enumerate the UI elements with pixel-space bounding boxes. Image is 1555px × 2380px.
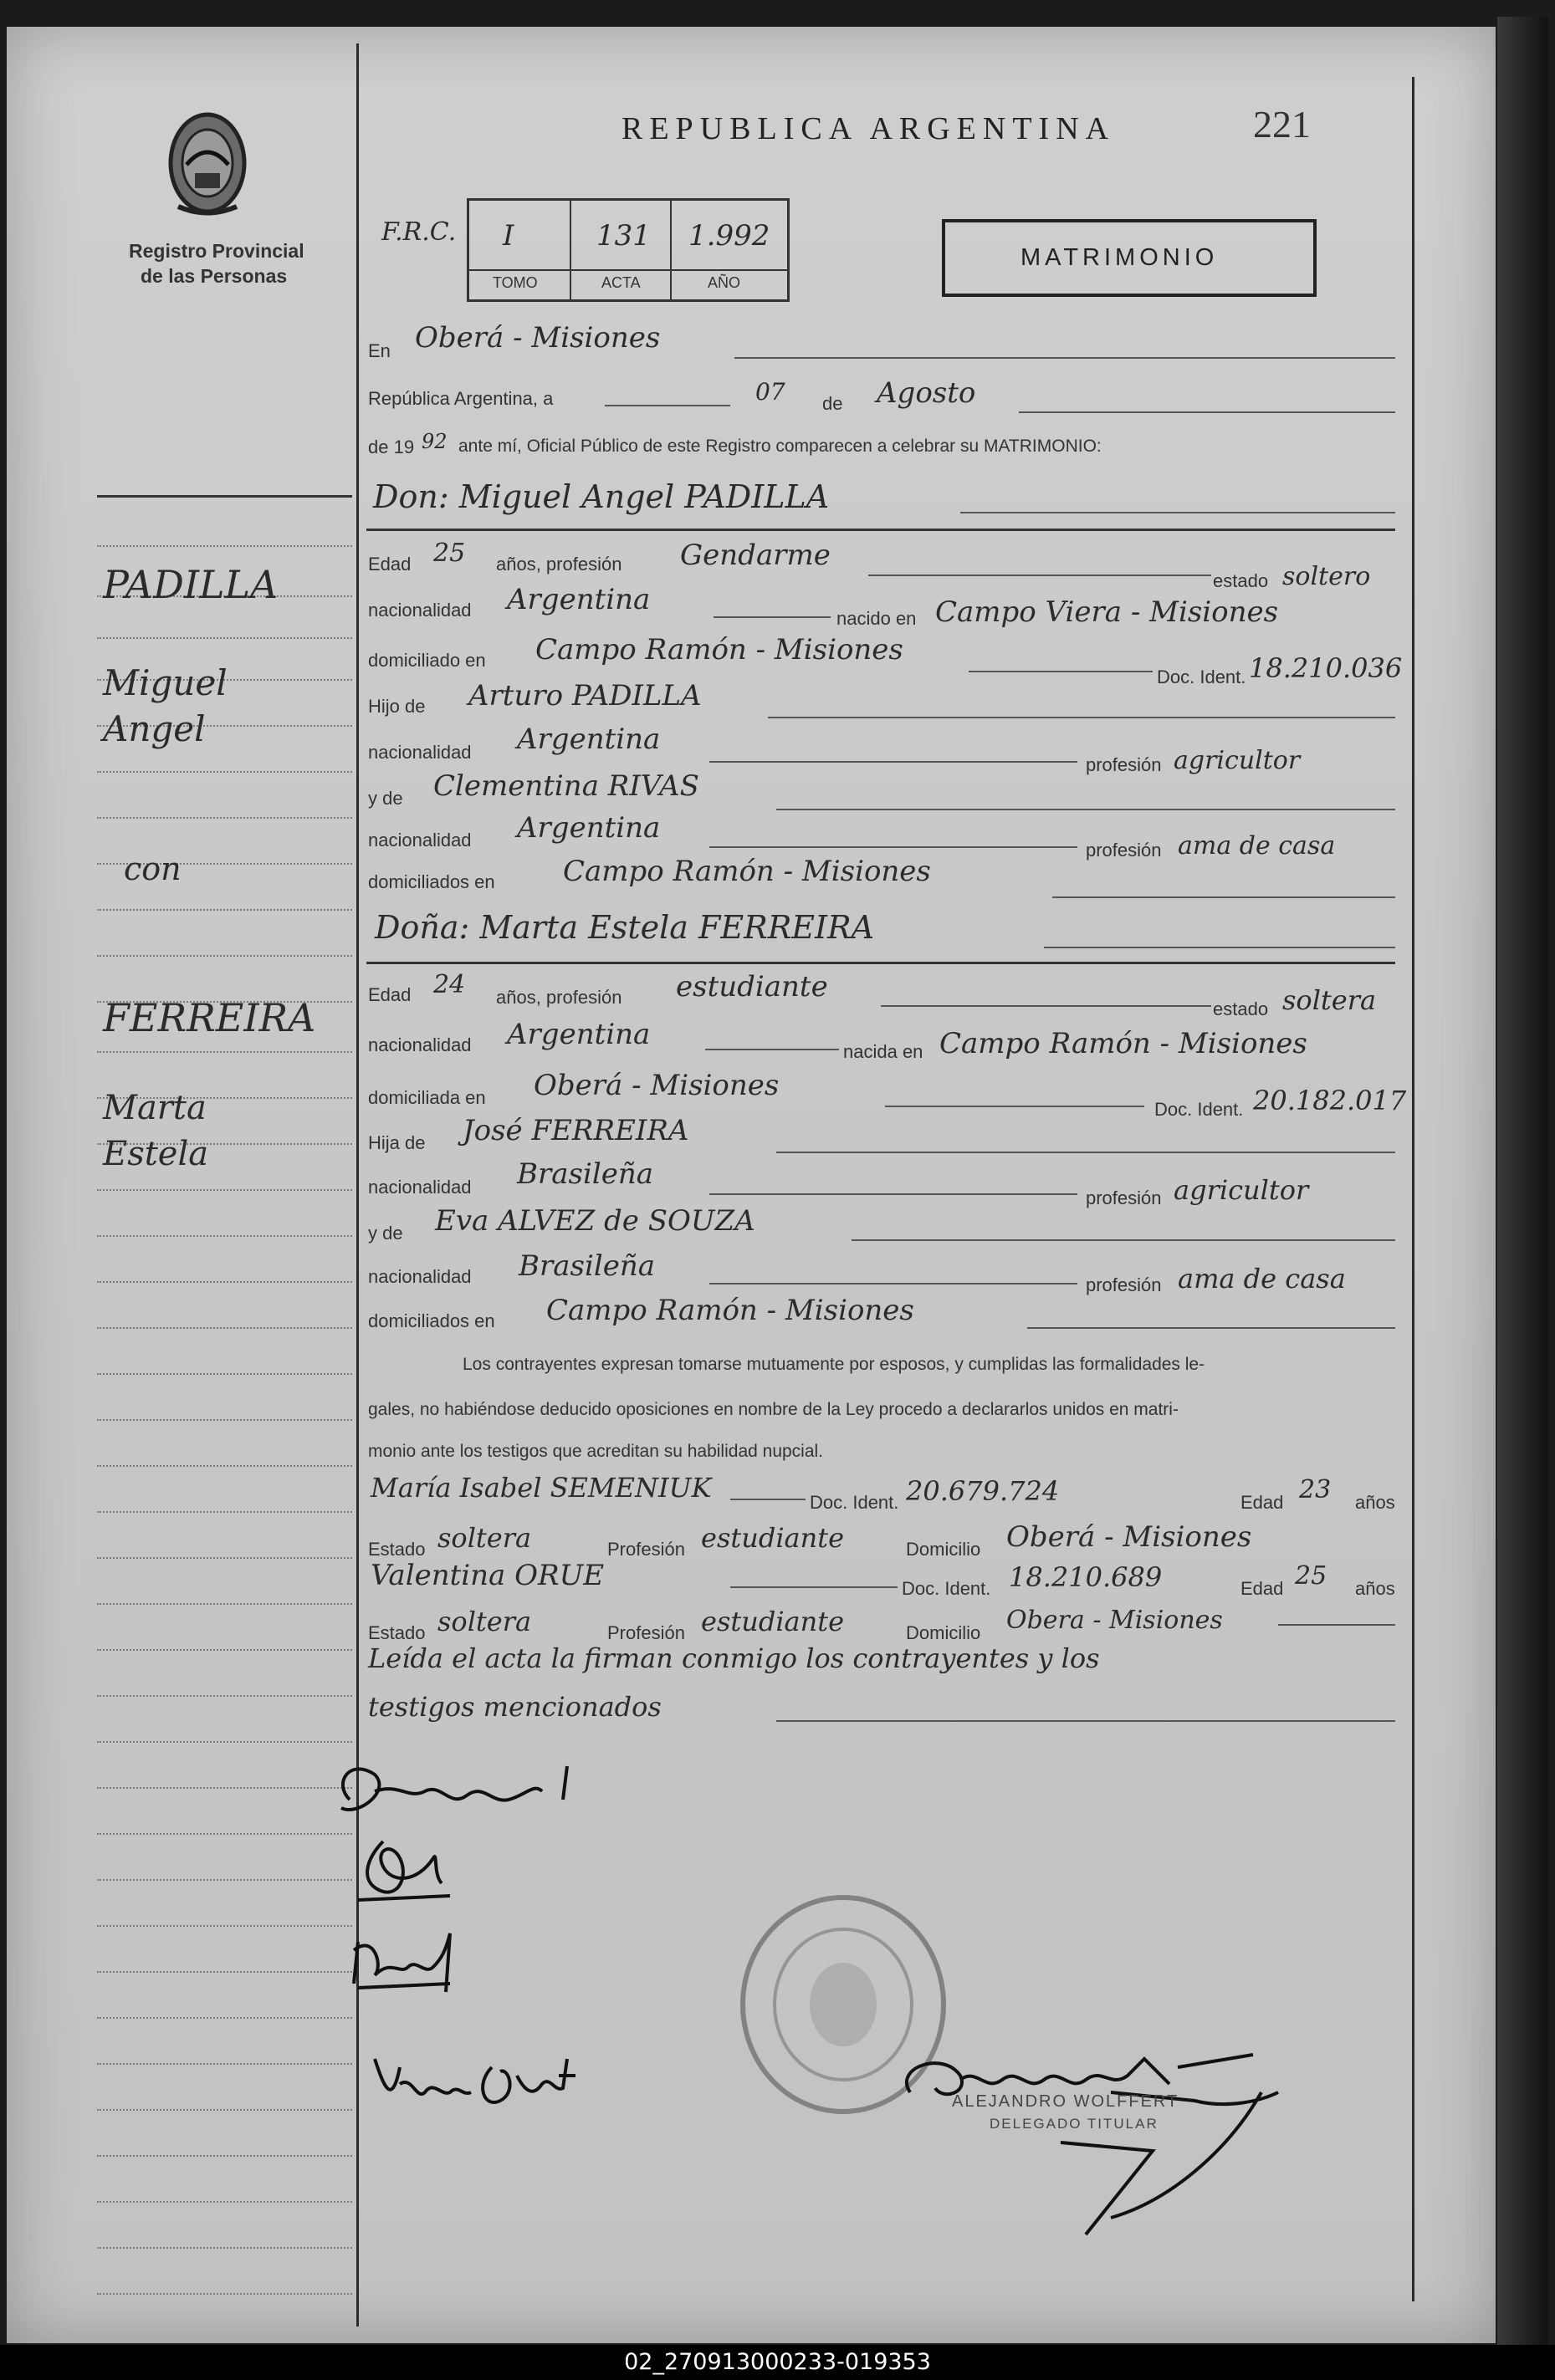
witness1-profesion: estudiante xyxy=(701,1522,845,1554)
fill-line xyxy=(868,575,1211,576)
witness-edad-label: Edad xyxy=(1240,1492,1284,1513)
margin-rule xyxy=(97,637,352,639)
witness1-signature xyxy=(341,1917,483,2013)
bride-nacionalidad: Argentina xyxy=(507,1018,651,1051)
witness1-domicilio: Oberá - Misiones xyxy=(1006,1520,1252,1554)
en-label: En xyxy=(368,340,391,361)
witness2-domicilio: Obera - Misiones xyxy=(1006,1606,1223,1635)
bride-madre-prof: ama de casa xyxy=(1178,1263,1346,1295)
margin-bride-surname: FERREIRA xyxy=(103,995,316,1040)
bride-profesion: estudiante xyxy=(676,970,828,1004)
registry-name-line1: Registro Provincial xyxy=(129,240,304,262)
profesion-label: profesión xyxy=(1086,840,1162,861)
margin-rule xyxy=(97,2155,352,2157)
domiciliado-label: domiciliado en xyxy=(368,650,486,671)
margin-rule xyxy=(97,1465,352,1467)
estado-label: estado xyxy=(1213,570,1269,591)
witness-domicilio-label: Domicilio xyxy=(906,1622,981,1643)
fill-line xyxy=(709,846,1077,848)
fill-line xyxy=(730,1586,898,1588)
margin-rule xyxy=(97,495,352,498)
witness2-doc: 18.210.689 xyxy=(1009,1561,1163,1593)
fill-line xyxy=(885,1106,1144,1107)
groom-doc: 18.210.036 xyxy=(1249,652,1403,684)
margin-rule xyxy=(97,817,352,819)
document-type-box xyxy=(942,219,1317,297)
witness-doc-label: Doc. Ident. xyxy=(902,1578,991,1599)
witness1-name: María Isabel SEMENIUK xyxy=(371,1472,712,1504)
bride-doc: 20.182.017 xyxy=(1253,1085,1407,1116)
witness2-estado: soltera xyxy=(437,1606,532,1637)
bride-domicilio: Oberá - Misiones xyxy=(534,1069,780,1102)
republica-label: República Argentina, a xyxy=(368,388,554,409)
groom-estado: soltero xyxy=(1282,562,1371,591)
groom-padre-prof: agricultor xyxy=(1174,746,1301,775)
margin-rule xyxy=(97,1695,352,1697)
frc-box xyxy=(467,198,790,302)
registry-name-line2: de las Personas xyxy=(141,265,288,287)
fill-line xyxy=(709,1193,1077,1195)
groom-domicilio: Campo Ramón - Misiones xyxy=(535,633,903,667)
bride-padre: José FERREIRA xyxy=(463,1114,689,1147)
fill-line xyxy=(1052,896,1395,898)
bride-edad: 24 xyxy=(433,970,466,999)
margin-rule xyxy=(97,2293,352,2295)
fill-line xyxy=(709,1283,1077,1284)
margin-rule xyxy=(97,545,352,547)
page-number: 221 xyxy=(1253,103,1311,146)
margin-rule xyxy=(97,1373,352,1375)
acta-value: 131 xyxy=(596,219,651,253)
witness1-estado: soltera xyxy=(437,1522,532,1554)
closing-line1: Leída el acta la firman conmigo los contrayentes y los xyxy=(368,1642,1100,1674)
margin-rule xyxy=(97,2017,352,2019)
fill-line xyxy=(881,1005,1211,1007)
groom-nacionalidad: Argentina xyxy=(507,583,651,616)
bride-madre-nac: Brasileña xyxy=(519,1249,655,1283)
bride-madre: Eva ALVEZ de SOUZA xyxy=(435,1204,755,1238)
margin-bride-name1: Marta xyxy=(103,1089,207,1127)
anos-profesion-label: años, profesión xyxy=(496,554,622,575)
ano-label: AÑO xyxy=(708,274,741,291)
fill-line xyxy=(1019,411,1395,413)
month-field: Agosto xyxy=(877,376,976,410)
year-suffix: 92 xyxy=(422,430,448,453)
witness-anos-label: años xyxy=(1355,1492,1395,1513)
groom-madre: Clementina RIVAS xyxy=(433,769,699,803)
statement-line3: monio ante los testigos que acreditan su habilidad nupcial. xyxy=(368,1442,824,1461)
margin-bride-name2: Estela xyxy=(103,1135,209,1173)
nacida-label: nacida en xyxy=(843,1041,923,1062)
tomo-label: TOMO xyxy=(493,274,538,291)
edad-label: Edad xyxy=(368,984,412,1005)
frc-label: F.R.C. xyxy=(381,217,457,247)
official-signature xyxy=(893,2042,1312,2264)
fill-line xyxy=(366,962,1395,964)
bride-nacida: Campo Ramón - Misiones xyxy=(939,1027,1307,1060)
margin-rule xyxy=(97,1419,352,1421)
margin-rule xyxy=(97,1741,352,1743)
ante-text: ante mí, Oficial Público de este Registro comparecen a celebrar su MATRIMONIO: xyxy=(458,437,1102,456)
margin-rule xyxy=(97,1925,352,1927)
margin-rule xyxy=(97,1971,352,1973)
official-title: DELEGADO TITULAR xyxy=(990,2116,1159,2132)
statement-line1: Los contrayentes expresan tomarse mutuamente por esposos, y cumplidas las formalidades le- xyxy=(463,1355,1205,1374)
margin-rule xyxy=(97,1281,352,1283)
margin-rule xyxy=(97,909,352,911)
witness2-profesion: estudiante xyxy=(701,1606,845,1637)
groom-nacido: Campo Viera - Misiones xyxy=(935,595,1279,629)
coat-of-arms-icon xyxy=(161,106,253,219)
fill-line xyxy=(969,671,1153,672)
margin-con: con xyxy=(124,850,182,887)
nacionalidad-label: nacionalidad xyxy=(368,1034,472,1055)
fill-line xyxy=(709,761,1077,763)
year-prefix: de 19 xyxy=(368,437,415,457)
margin-rule xyxy=(97,1787,352,1789)
witness-estado-label: Estado xyxy=(368,1539,426,1560)
witness2-signature xyxy=(366,2034,601,2130)
fill-line xyxy=(705,1049,839,1050)
doc-label: Doc. Ident. xyxy=(1154,1099,1244,1120)
fill-line xyxy=(605,405,730,406)
witness-profesion-label: Profesión xyxy=(607,1539,685,1560)
margin-rule xyxy=(97,1879,352,1881)
fill-line xyxy=(366,529,1395,531)
witness2-edad: 25 xyxy=(1295,1561,1327,1591)
right-border xyxy=(1412,77,1414,2301)
margin-rule xyxy=(97,1649,352,1651)
profesion-label: profesión xyxy=(1086,1274,1162,1295)
witness-profesion-label: Profesión xyxy=(607,1622,685,1643)
witness-domicilio-label: Domicilio xyxy=(906,1539,981,1560)
nacido-label: nacido en xyxy=(836,608,917,629)
ano-value: 1.992 xyxy=(688,219,770,253)
witness-anos-label: años xyxy=(1355,1578,1395,1599)
margin-rule xyxy=(97,1603,352,1605)
fill-line xyxy=(714,616,831,618)
profesion-label: profesión xyxy=(1086,1187,1162,1208)
domiciliados-label: domiciliados en xyxy=(368,871,495,892)
witness-doc-label: Doc. Ident. xyxy=(810,1492,899,1513)
bride-full-name: Doña: Marta Estela FERREIRA xyxy=(375,909,875,946)
register-page xyxy=(7,27,1496,2343)
margin-groom-surname: PADILLA xyxy=(103,562,279,607)
y-de-label: y de xyxy=(368,1223,403,1244)
margin-rule xyxy=(97,2201,352,2203)
de-label: de xyxy=(822,393,843,414)
margin-rule xyxy=(97,1235,352,1237)
fill-line xyxy=(1027,1327,1395,1329)
margin-rule xyxy=(97,771,352,773)
fill-line xyxy=(1044,947,1395,948)
margin-rule xyxy=(97,1511,352,1513)
day-field: 07 xyxy=(755,378,785,406)
fill-line xyxy=(768,717,1395,718)
bride-estado: soltera xyxy=(1282,984,1377,1016)
hijo-label: Hijo de xyxy=(368,696,426,717)
official-name: ALEJANDRO WOLFFERT xyxy=(952,2092,1179,2111)
margin-rule xyxy=(97,955,352,957)
domiciliada-label: domiciliada en xyxy=(368,1087,486,1108)
groom-madre-prof: ama de casa xyxy=(1178,831,1336,861)
witness2-name: Valentina ORUE xyxy=(371,1559,605,1592)
fill-line xyxy=(776,1720,1395,1722)
witness1-doc: 20.679.724 xyxy=(906,1475,1060,1507)
groom-padre: Arturo PADILLA xyxy=(468,679,702,712)
nacionalidad-label: nacionalidad xyxy=(368,1266,472,1287)
groom-profesion: Gendarme xyxy=(680,539,831,572)
groom-padres-dom: Campo Ramón - Misiones xyxy=(563,855,931,888)
margin-rule xyxy=(97,2247,352,2249)
bride-padre-prof: agricultor xyxy=(1174,1174,1309,1206)
fill-line xyxy=(776,809,1395,810)
document-type: MATRIMONIO xyxy=(1020,244,1219,271)
statement-line2: gales, no habiéndose deducido oposiciones en nombre de la Ley procedo a declararlos unidos en matri- xyxy=(368,1400,1179,1419)
acta-label: ACTA xyxy=(601,274,641,291)
bride-padre-nac: Brasileña xyxy=(517,1157,653,1191)
footer-id: 02_270913000233-019353 xyxy=(0,2345,1555,2380)
margin-rule xyxy=(97,1327,352,1329)
domiciliados-label: domiciliados en xyxy=(368,1310,495,1331)
bride-signature xyxy=(350,1825,467,1921)
margin-rule xyxy=(97,1189,352,1191)
nacionalidad-label: nacionalidad xyxy=(368,600,472,621)
margin-rule xyxy=(97,1833,352,1835)
witness-estado-label: Estado xyxy=(368,1622,426,1643)
groom-edad: 25 xyxy=(433,539,466,568)
y-de-label: y de xyxy=(368,788,403,809)
edad-label: Edad xyxy=(368,554,412,575)
margin-groom-name1: Miguel xyxy=(103,662,228,703)
nacionalidad-label: nacionalidad xyxy=(368,830,472,850)
groom-padre-nac: Argentina xyxy=(517,723,661,756)
book-spine xyxy=(1497,17,1547,2350)
margin-rule xyxy=(97,1051,352,1053)
groom-full-name: Don: Miguel Angel PADILLA xyxy=(373,478,830,515)
margin-rule xyxy=(97,2109,352,2111)
margin-groom-name2: Angel xyxy=(103,708,206,749)
fill-line xyxy=(734,357,1395,359)
hija-label: Hija de xyxy=(368,1132,426,1153)
fill-line xyxy=(852,1239,1395,1241)
fill-line xyxy=(730,1499,806,1500)
profesion-label: profesión xyxy=(1086,754,1162,775)
doc-label: Doc. Ident. xyxy=(1157,667,1246,687)
fill-line xyxy=(960,512,1395,513)
fill-line xyxy=(776,1152,1395,1153)
nacionalidad-label: nacionalidad xyxy=(368,742,472,763)
nacionalidad-label: nacionalidad xyxy=(368,1177,472,1198)
margin-rule xyxy=(97,2063,352,2065)
estado-label: estado xyxy=(1213,998,1269,1019)
margin-rule xyxy=(97,1557,352,1559)
country-title: REPUBLICA ARGENTINA xyxy=(621,111,1116,146)
fill-line xyxy=(1278,1624,1395,1626)
witness1-edad: 23 xyxy=(1299,1475,1332,1504)
witness-edad-label: Edad xyxy=(1240,1578,1284,1599)
closing-line2: testigos mencionados xyxy=(368,1691,662,1723)
tomo-value: I xyxy=(503,219,514,253)
place-field: Oberá - Misiones xyxy=(415,321,661,355)
groom-madre-nac: Argentina xyxy=(517,811,661,845)
anos-profesion-label: años, profesión xyxy=(496,987,622,1008)
bride-padres-dom: Campo Ramón - Misiones xyxy=(546,1294,914,1327)
